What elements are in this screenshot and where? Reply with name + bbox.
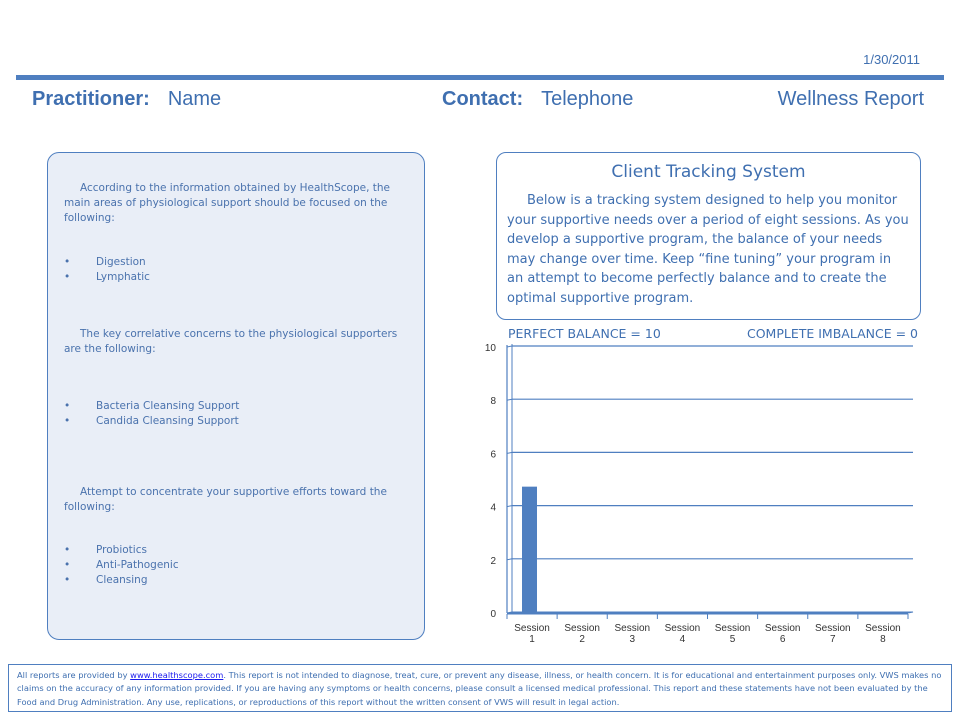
report-date: 1/30/2011	[863, 52, 920, 67]
x-tick-label: 2	[579, 634, 585, 645]
gridline-depth	[507, 559, 512, 560]
healthscope-link[interactable]: www.healthscope.com	[130, 670, 224, 680]
disclaimer-footer	[8, 664, 952, 712]
practitioner-field	[32, 88, 221, 111]
practitioner-label: Practitioner:	[32, 88, 150, 110]
x-tick-label: 1	[529, 634, 535, 645]
gridline-depth	[507, 452, 512, 453]
session-bar-chart	[470, 338, 940, 658]
list-item: • Cleansing	[64, 573, 179, 588]
contact-field	[442, 88, 633, 111]
x-tick-label: Session	[664, 623, 701, 634]
list-item: • Candida Cleansing Support	[64, 414, 239, 429]
tracking-description: Below is a tracking system designed to help you monitor your supportive needs over a period of eight sessions. As you develop a supportive program, the balance of your needs may change over time. Keep “fine tuning” your program in an attempt to become perfectly balance and to create the optimal supportive program.	[507, 193, 909, 306]
y-tick-label: 4	[490, 502, 496, 514]
perfect-balance-label: PERFECT BALANCE = 10	[508, 326, 661, 341]
x-tick-label: Session	[564, 623, 600, 634]
efforts-intro-text: Attempt to concentrate your supportive efforts toward the following:	[64, 486, 387, 513]
y-tick-label: 8	[490, 396, 496, 408]
y-tick-label: 10	[484, 343, 496, 354]
tracking-system-box	[496, 152, 921, 320]
x-tick-label: Session	[865, 623, 901, 634]
x-tick-label: 7	[830, 634, 836, 645]
header-rule	[16, 75, 944, 80]
concerns-intro-text: The key correlative concerns to the physiological supporters are the following:	[64, 328, 398, 355]
chart-floor	[507, 612, 913, 613]
efforts-list	[64, 543, 179, 588]
support-summary-panel	[47, 152, 425, 640]
support-intro-text: According to the information obtained by HealthScope, the main areas of physiological support should be focused on the following:	[64, 182, 390, 224]
list-item: • Anti-Pathogenic	[64, 558, 179, 573]
x-tick-label: Session	[714, 623, 751, 634]
imbalance-label: COMPLETE IMBALANCE = 0	[746, 326, 918, 341]
gridline-depth	[507, 506, 512, 507]
list-item: • Bacteria Cleansing Support	[64, 399, 239, 414]
x-tick-label: 3	[629, 634, 636, 645]
x-tick-label: 6	[779, 634, 786, 645]
support-areas-list	[64, 255, 150, 285]
list-item: • Probiotics	[64, 543, 179, 558]
report-title: Wellness Report	[777, 88, 924, 110]
disclaimer-pre: All reports are provided by	[17, 670, 131, 680]
gridline-depth	[507, 346, 512, 347]
contact-value: Telephone	[541, 88, 634, 110]
x-tick-label: 4	[679, 634, 686, 645]
contact-label: Contact:	[442, 88, 524, 110]
gridline-depth	[507, 399, 512, 400]
x-tick-label: Session	[815, 623, 851, 634]
tracking-title: Client Tracking System	[611, 162, 806, 182]
y-tick-label: 6	[490, 449, 496, 461]
y-tick-label: 2	[490, 555, 496, 567]
concerns-list	[64, 399, 239, 429]
y-tick-label: 0	[490, 609, 496, 620]
disclaimer-post: . This report is not intended to diagnose, treat, cure, or prevent any disease, illness, or health concern. It is for educational and entertainment purposes only. VWS makes no claims on the accuracy of any information provided. If you are having any symptoms or health concerns, please consult a licensed medical professional. This report and these statements have not been evaluated by the Food and Drug Administration. Any use, replications, or reproductions of this report without the written consent of VWS will result in legal action.	[17, 670, 942, 707]
x-tick-label: Session	[514, 623, 550, 634]
x-tick-label: Session	[614, 623, 651, 634]
x-tick-label: Session	[764, 623, 801, 634]
x-tick-label: 5	[729, 634, 736, 645]
x-tick-label: 8	[880, 634, 886, 645]
list-item: • Lymphatic	[64, 270, 150, 285]
list-item: • Digestion	[64, 255, 150, 270]
practitioner-value: Name	[167, 88, 222, 110]
bar-session-1	[522, 487, 537, 613]
